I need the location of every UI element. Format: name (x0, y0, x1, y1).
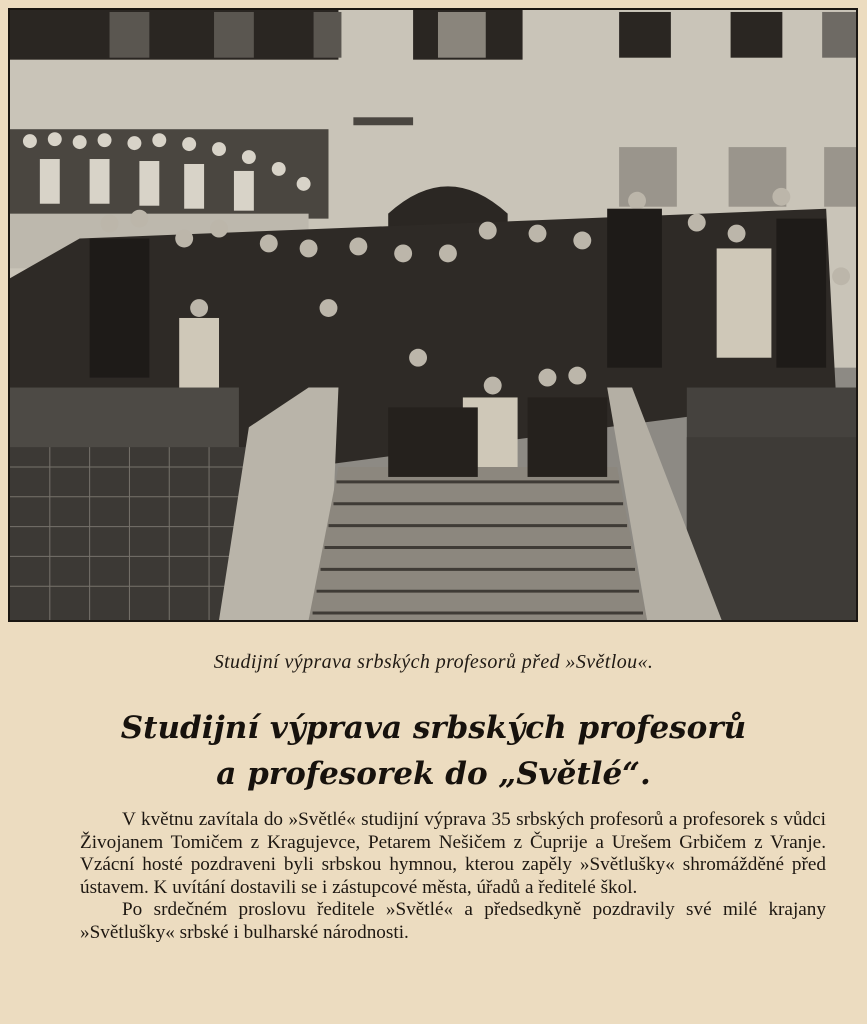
photo-illustration (10, 10, 856, 620)
article-paragraph: Po srdečném proslovu ředitele »Světlé« a předsedkyně pozdravily své milé krajany »Světlušky« srbské i bulharské národnosti. (80, 899, 826, 943)
article-body (80, 809, 826, 945)
photo-caption: Studijní výprava srbských profesorů před »Světlou«. (213, 651, 654, 673)
headline-line-2: a profesorek do „Světlé“. (216, 756, 651, 792)
group-photograph (8, 8, 858, 622)
article-paragraph: V květnu zavítala do »Světlé« studijní výprava 35 srbských profesorů a profesorek s vůdci Živojanem Tomičem z Kragujevce, Petarem Nešičem z Čuprije a Urešem Grbičem z Vranje. Vzácní hosté pozdraveni byli srbskou hymnou, kterou zapěly »Světlušky« shromážděné před ústavem. K uvítání dostavili se i zástupcové města, úřadů a ředitelé škol. (80, 809, 826, 898)
headline-line-1: Studijní výprava srbských profesorů (120, 710, 747, 746)
article-headline (0, 705, 867, 797)
